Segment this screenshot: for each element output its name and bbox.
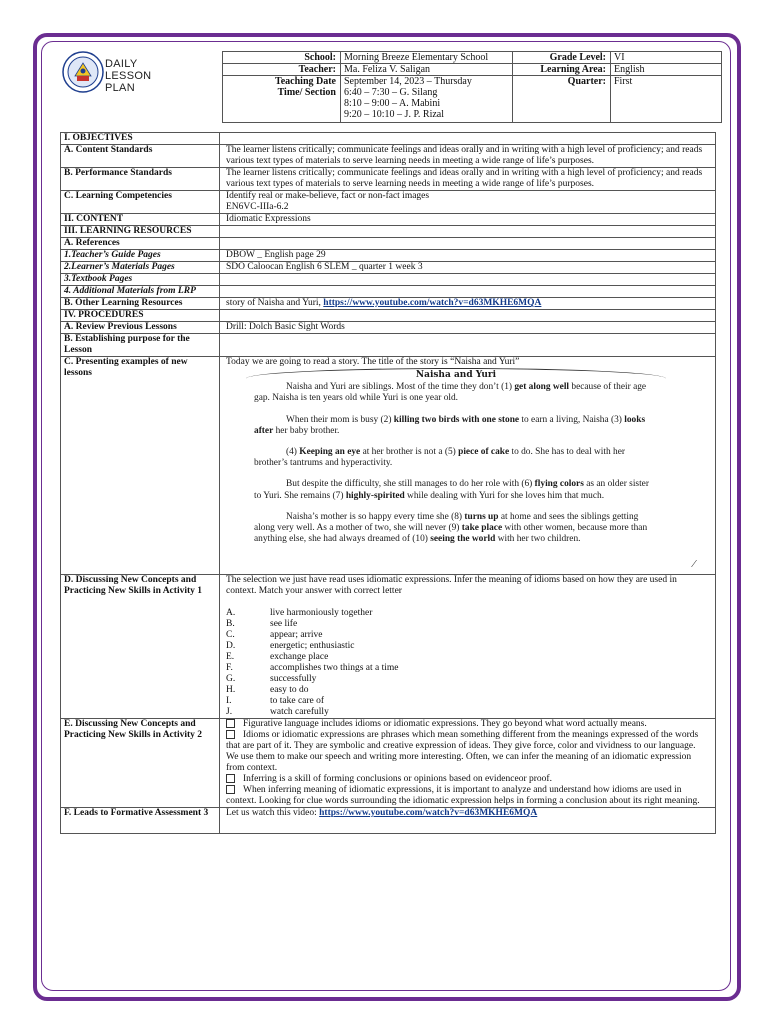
activity2-item bbox=[226, 785, 709, 807]
choice-item bbox=[226, 619, 709, 630]
idiom: flying colors bbox=[534, 479, 584, 490]
story-text: But despite the difficulty, she still manages to do her role with (6) bbox=[286, 479, 535, 490]
story-paragraph bbox=[254, 415, 658, 437]
story-text: while dealing with Yuri for she loves him that much. bbox=[404, 490, 605, 501]
formative-video-link[interactable]: https://www.youtube.com/watch?v=d63MKHE6MQA bbox=[319, 808, 538, 818]
presenting-intro: Today we are going to read a story. The title of the story is “Naisha and Yuri” bbox=[226, 357, 520, 367]
brand-line: PLAN bbox=[105, 82, 135, 94]
content-standards-label: A. Content Standards bbox=[61, 145, 220, 168]
choice-item bbox=[226, 652, 709, 663]
header-table bbox=[222, 51, 722, 123]
choice-text: energetic; enthusiastic bbox=[270, 641, 355, 651]
choice-text: to take care of bbox=[270, 696, 325, 706]
story-content bbox=[254, 370, 658, 555]
idiom: take place bbox=[461, 523, 503, 534]
teacher-label: Teacher: bbox=[223, 64, 341, 76]
procedures-heading: IV. PROCEDURES bbox=[61, 310, 220, 322]
choice-letter: B. bbox=[226, 619, 235, 629]
brand-line: LESSON bbox=[105, 70, 152, 82]
activity2-text: Inferring is a skill of forming conclusions or opinions based on evidenceor proof. bbox=[243, 774, 552, 784]
empty-cell bbox=[220, 238, 716, 250]
choice-item bbox=[226, 696, 709, 707]
grade-value: VI bbox=[611, 52, 722, 64]
quarter-value: First bbox=[611, 76, 722, 123]
choice-item bbox=[226, 685, 709, 696]
choice-text: see life bbox=[270, 619, 298, 629]
choice-letter: E. bbox=[226, 652, 235, 662]
date-value: September 14, 2023 – Thursday bbox=[344, 76, 472, 87]
other-resources-text bbox=[220, 298, 716, 310]
choice-item bbox=[226, 608, 709, 619]
story-text: at home and sees the siblings getting along very well. As a mother of two, she will never (9) bbox=[254, 511, 639, 534]
section-line: 6:40 – 7:30 – G. Silang bbox=[344, 87, 438, 98]
objectives-heading: I. OBJECTIVES bbox=[61, 133, 220, 145]
story-box bbox=[226, 368, 709, 574]
teaching-date-value bbox=[341, 76, 513, 123]
choice-letter: J. bbox=[226, 707, 233, 717]
idiom: Keeping an eye bbox=[299, 447, 361, 458]
empty-cell bbox=[220, 133, 716, 145]
teachers-guide-label: 1.Teacher’s Guide Pages bbox=[61, 250, 220, 262]
story-text: because of their age gap. Naisha is ten years old while Yuri is one year old. bbox=[254, 382, 647, 404]
choice-text: live harmoniously together bbox=[270, 608, 373, 618]
choice-item bbox=[226, 663, 709, 674]
empty-cell bbox=[220, 274, 716, 286]
competencies-label: C. Learning Competencies bbox=[61, 191, 220, 214]
performance-standards-label: B. Performance Standards bbox=[61, 168, 220, 191]
idiom: killing two birds with one stone bbox=[393, 414, 520, 425]
story-text: When their mom is busy (2) bbox=[286, 414, 394, 425]
idiom: get along well bbox=[514, 382, 570, 393]
activity2-item bbox=[226, 774, 709, 785]
formative-text: Let us watch this video: bbox=[226, 808, 320, 818]
activity1-cell bbox=[220, 575, 716, 719]
presenting-label: C. Presenting examples of new lessons bbox=[61, 357, 220, 575]
resources-heading: III. LEARNING RESOURCES bbox=[61, 226, 220, 238]
checkbox-icon bbox=[226, 774, 235, 783]
story-paragraph bbox=[254, 447, 658, 469]
choice-text: successfully bbox=[270, 674, 317, 684]
story-text: with other women, because more than anything else, she had always dreamed of (10) bbox=[254, 523, 648, 545]
empty-cell bbox=[220, 310, 716, 322]
learners-materials-label: 2.Learner’s Materials Pages bbox=[61, 262, 220, 274]
quarter-label: Quarter: bbox=[513, 76, 611, 123]
teacher-value: Ma. Feliza V. Saligan bbox=[341, 64, 513, 76]
content-standards-text: The learner listens critically; communicate feelings and ideas orally and in writing with a high level of proficiency; and reads various text types of materials to serve learning needs in meeting a wide range of life’s purposes. bbox=[220, 145, 716, 168]
daily-lesson-plan-title bbox=[105, 58, 151, 94]
choice-text: exchange place bbox=[270, 652, 329, 662]
activity2-text: Figurative language includes idioms or idiomatic expressions. They go beyond what word actually means. bbox=[243, 719, 647, 729]
story-text: at her brother is not a (5) bbox=[360, 447, 459, 458]
checkbox-icon bbox=[226, 785, 235, 794]
choice-text: accomplishes two things at a time bbox=[270, 663, 399, 673]
section-label-line: Time/ Section bbox=[277, 87, 336, 98]
story-text: her baby brother. bbox=[273, 425, 340, 436]
school-label: School: bbox=[223, 52, 341, 64]
choice-letter: D. bbox=[226, 641, 236, 651]
checkbox-icon bbox=[226, 719, 235, 728]
formative-cell bbox=[220, 808, 716, 834]
choice-item bbox=[226, 707, 709, 718]
formative-label: F. Leads to Formative Assessment 3 bbox=[61, 808, 220, 834]
lesson-table bbox=[60, 132, 716, 834]
idiom: turns up bbox=[464, 511, 499, 522]
empty-cell bbox=[220, 226, 716, 238]
learners-materials-text: SDO Caloocan English 6 SLEM _ quarter 1 week 3 bbox=[220, 262, 716, 274]
empty-cell bbox=[220, 334, 716, 357]
story-paragraph bbox=[254, 382, 658, 404]
choice-item bbox=[226, 641, 709, 652]
story-text: Naisha’s mother is so happy every time she (8) bbox=[286, 511, 465, 522]
story-paragraph bbox=[254, 512, 658, 546]
purpose-label: B. Establishing purpose for the Lesson bbox=[61, 334, 220, 357]
story-paragraph bbox=[254, 479, 658, 501]
competencies-text bbox=[220, 191, 716, 214]
references-label: A. References bbox=[61, 238, 220, 250]
story-text: to earn a living, Naisha (3) bbox=[519, 414, 625, 425]
choice-text: easy to do bbox=[270, 685, 309, 695]
story-text: Naisha and Yuri are siblings. Most of the time they don’t (1) bbox=[286, 382, 515, 393]
grade-label: Grade Level: bbox=[513, 52, 611, 64]
activity2-label: E. Discussing New Concepts and Practicing New Skills in Activity 2 bbox=[61, 719, 220, 808]
activity2-text: Idioms or idiomatic expressions are phrases which mean something different from the meanings expressed of the words that are part of it. They are symbolic and creative expression of ideas. They give force, color and vividness to our language. We use them to make our speech and writing more interesting. Often, we can infer the meaning of an idiomatic expression from context. bbox=[226, 730, 699, 773]
area-value: English bbox=[611, 64, 722, 76]
story-title: Naisha and Yuri bbox=[415, 370, 497, 380]
competency-code: EN6VC-IIIa-6.2 bbox=[226, 202, 289, 212]
story-end-mark: ⁄ bbox=[693, 558, 695, 570]
presenting-cell bbox=[220, 357, 716, 575]
content-text: Idiomatic Expressions bbox=[220, 214, 716, 226]
choice-item bbox=[226, 674, 709, 685]
activity1-label: D. Discussing New Concepts and Practicing New Skills in Activity 1 bbox=[61, 575, 220, 719]
activity2-item bbox=[226, 730, 709, 774]
story-text: (4) bbox=[286, 447, 300, 458]
review-label: A. Review Previous Lessons bbox=[61, 322, 220, 334]
choice-letter: I. bbox=[226, 696, 232, 706]
choice-letter: F. bbox=[226, 663, 233, 673]
video-link[interactable]: https://www.youtube.com/watch?v=d63MKHE6MQA bbox=[323, 298, 542, 308]
empty-cell bbox=[220, 286, 716, 298]
school-value: Morning Breeze Elementary School bbox=[341, 52, 513, 64]
additional-materials-label: 4. Additional Materials from LRP bbox=[61, 286, 220, 298]
deped-seal-logo bbox=[62, 51, 104, 93]
choice-item bbox=[226, 630, 709, 641]
content-label: II. CONTENT bbox=[61, 214, 220, 226]
performance-standards-text: The learner listens critically; communicate feelings and ideas orally and in writing with a high level of proficiency; and reads various text types of materials to serve learning needs in meeting a wide range of life’s purposes. bbox=[220, 168, 716, 191]
choice-letter: A. bbox=[226, 608, 236, 618]
review-text: Drill: Dolch Basic Sight Words bbox=[220, 322, 716, 334]
choices-list bbox=[226, 608, 709, 718]
idiom: piece of cake bbox=[458, 447, 510, 458]
textbook-pages-label: 3.Textbook Pages bbox=[61, 274, 220, 286]
activity1-intro: The selection we just have read uses idiomatic expressions. Infer the meaning of idioms based on how they are used in context. Match your answer with correct letter bbox=[226, 575, 677, 596]
teaching-date-label bbox=[223, 76, 341, 123]
activity2-item bbox=[226, 719, 709, 730]
checkbox-icon bbox=[226, 730, 235, 739]
idiom: seeing the world bbox=[430, 534, 496, 545]
idiom: looks after bbox=[254, 414, 646, 436]
other-resources-label: B. Other Learning Resources bbox=[61, 298, 220, 310]
teachers-guide-text: DBOW _ English page 29 bbox=[220, 250, 716, 262]
activity2-cell bbox=[220, 719, 716, 808]
choice-text: appear; arrive bbox=[270, 630, 323, 640]
section-line: 9:20 – 10:10 – J. P. Rizal bbox=[344, 109, 445, 120]
story-text: to do. She has to deal with her brother’s tantrums and hyperactivity. bbox=[254, 447, 626, 469]
choice-letter: H. bbox=[226, 685, 236, 695]
choice-letter: C. bbox=[226, 630, 235, 640]
brand-line: DAILY bbox=[105, 58, 138, 70]
choice-letter: G. bbox=[226, 674, 236, 684]
story-text: as an older sister to Yuri. She remains (7) bbox=[254, 479, 649, 501]
story-text: with her two children. bbox=[495, 534, 581, 545]
competency-line: Identify real or make-believe, fact or non-fact images bbox=[226, 191, 430, 201]
choice-text: watch carefully bbox=[270, 707, 329, 717]
activity2-text: When inferring meaning of idiomatic expressions, it is important to analyze and understand how idioms are used in context. Looking for clue words surrounding the idiomatic expression helps in forming a conclusion about its right meaning. bbox=[226, 785, 700, 806]
activity2-list bbox=[226, 719, 709, 807]
other-resources-desc: story of Naisha and Yuri, bbox=[226, 298, 324, 308]
section-line: 8:10 – 9:00 – A. Mabini bbox=[344, 98, 441, 109]
area-label: Learning Area: bbox=[513, 64, 611, 76]
date-label-line: Teaching Date bbox=[274, 76, 336, 87]
idiom: highly-spirited bbox=[345, 490, 405, 501]
